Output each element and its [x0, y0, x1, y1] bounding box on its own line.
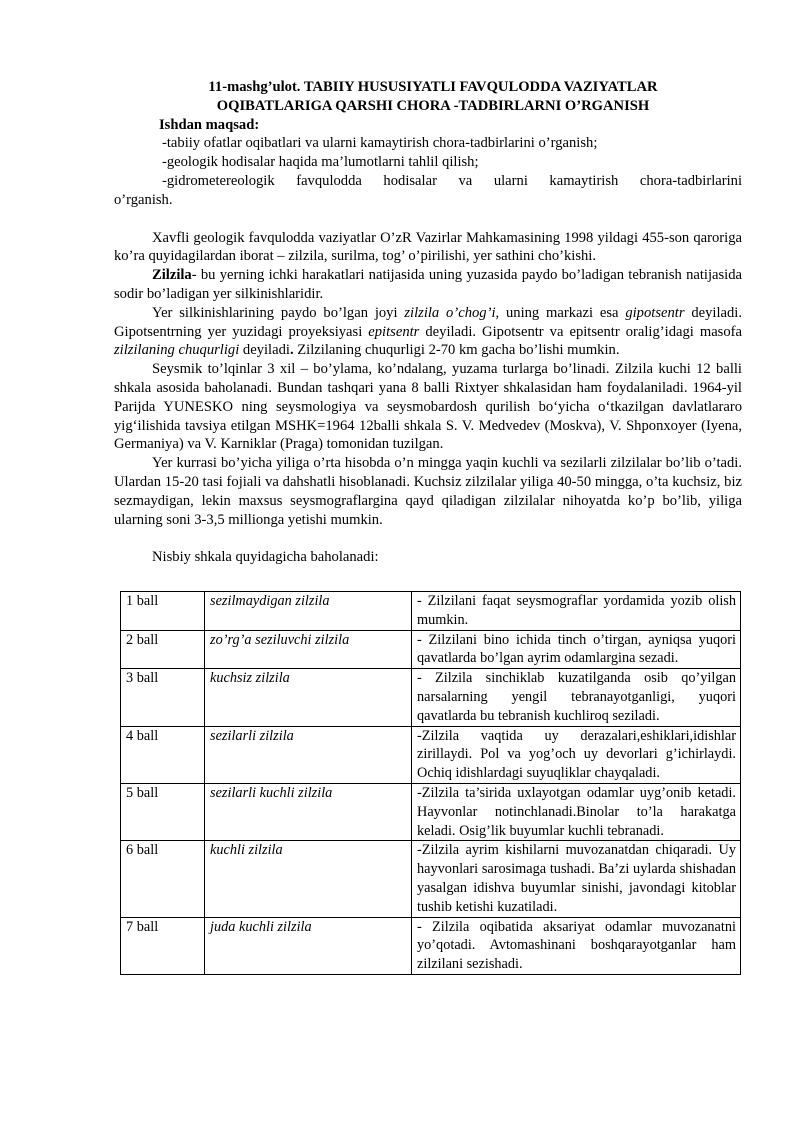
name-cell: kuchsiz zilzila: [205, 669, 412, 726]
term-epitsentr: epitsentr: [368, 323, 420, 340]
name-cell: sezilarli kuchli zilzila: [205, 783, 412, 840]
zilzila-definition-text: - bu yerning ichki harakatlari natijasida uning yuzasida paydo bo’ladigan tebranish natijasida sodir bo’ladigan yer silkinishlaridir.: [114, 267, 742, 302]
ball-cell: 3 ball: [121, 669, 205, 726]
text-run: deyiladi. Gipotsentr va epitsentr oralig’idagi masofa: [419, 323, 742, 340]
title-line-1: 11-mashg’ulot. TABIIY HUSUSIYATLI FAVQULODDA VAZIYATLAR: [208, 79, 658, 95]
ball-cell: 4 ball: [121, 726, 205, 783]
ball-cell: 2 ball: [121, 630, 205, 669]
term-zilzila-ochogi: zilzila o’chog’i: [404, 304, 496, 321]
table-caption: Nisbiy shkala quyidagicha baholanadi:: [152, 549, 379, 566]
description-cell: - Zilzilani faqat seysmograflar yordamida yozib olish mumkin.: [412, 592, 741, 631]
text-run: deyiladi. Gipotsentrning yer yuzidagi proyeksiyasi: [114, 304, 742, 340]
name-cell: zo’rg’a seziluvchi zilzila: [205, 630, 412, 669]
description-cell: -Zilzila vaqtida uy derazalari,eshiklari,idishlar zirillaydi. Pol va yog’och uy devorlari g’ichirlaydi. Ochiq idishlardagi suyuqliklar chayqaladi.: [412, 726, 741, 783]
title-line-2: OQIBATLARIGA QARSHI CHORA -TADBIRLARNI O’RGANISH: [216, 97, 650, 114]
ball-cell: 7 ball: [121, 917, 205, 974]
table-row: [121, 783, 741, 840]
goal-item: -gidrometereologik favqulodda hodisalar va ularni kamaytirish chora-tadbirlarini: [162, 172, 742, 189]
table-row: [121, 917, 741, 974]
description-cell: -Zilzila ayrim kishilarni muvozanatdan chiqaradi. Uy hayvonlari sarosimaga tushadi. Ba’zi uylarda shishadan yasalgan idishva buyumlar sinishi, javondagi kitoblar tushib ketishi kuzatiladi.: [412, 841, 741, 917]
name-cell: kuchli zilzila: [205, 841, 412, 917]
goal-item-continuation: o’rganish.: [114, 191, 173, 208]
description-cell: - Zilzilani bino ichida tinch o’tirgan, ayniqsa yuqori qavatlarda bo’lgan ayrim odamlargina sezadi.: [412, 630, 741, 669]
name-cell: sezilmaydigan zilzila: [205, 592, 412, 631]
paragraph-zilzila-definition: [114, 266, 742, 304]
paragraph-hypocenter: [114, 304, 742, 360]
table-row: [121, 841, 741, 917]
document-page: [114, 78, 742, 567]
paragraph-seismic-waves: Seysmik to’lqinlar 3 xil – bo’ylama, ko’ndalang, yuzama turlarga bo’linadi. Zilzila kuchi 12 balli shkala asosida baholanadi. Bundan tashqari yana 8 balli Rixtyer shkalasidan ham foydalaniladi. 1964-yil Parijda YUNESKO ning seysmologiya va seysmobardosh qurilish bo‘yicha o‘tkazilgan davlatlararo yig‘ilishida tavsiya etilgan MSHK=1964 12balli shkala S. V. Medvedev (Moskva), V. Shponxoyer (Iyena, Germaniya) va V. Karniklar (Praga) tomonidan tuzilgan.: [114, 361, 742, 453]
table-row: [121, 630, 741, 669]
text-run: , uning markazi esa: [495, 304, 626, 321]
intensity-scale-body: [121, 592, 741, 975]
description-cell: - Zilzila sinchiklab kuzatilganda osib qo’yilgan narsalarning yengil tebranayotganligi, yuqori qavatlarda bu tebranish kuchliroq seziladi.: [412, 669, 741, 726]
name-cell: juda kuchli zilzila: [205, 917, 412, 974]
text-run: Zilzilaning chuqurligi 2-70 km gacha bo’lishi mumkin.: [293, 342, 620, 359]
paragraph-geological-hazards: Xavfli geologik favqulodda vaziyatlar O’zR Vazirlar Mahkamasining 1998 yildagi 455-son qaroriga ko’ra quyidagilardan iborat – zilzila, surilma, tog’ o’pirilishi, yer sathini cho’kishi.: [114, 229, 742, 265]
paragraph-earthquake-frequency: Yer kurrasi bo’yicha yiliga o’rta hisobda o’n mingga yaqin kuchli va sezilarli zilzilalar bo’lib o’tadi. Ulardan 15-20 tasi fojiali va dahshatli hisoblanadi. Kuchsiz zilzilalar yiliga 40-50 mingga, o’ta kuchsiz, biz sezmaydigan, lekin maxsus seysmograflargina qayd qiladigan zilzilalar nihoyatda ko’p bo’lib, yiliga ularning soni 3-3,5 millionga yetishi mumkin.: [114, 455, 742, 528]
term-zilzilaning-chuqurligi: zilzilaning chuqurligi: [114, 342, 240, 359]
table-row: [121, 726, 741, 783]
text-run: Yer silkinishlarining paydo bo’lgan joyi: [152, 304, 405, 321]
ball-cell: 6 ball: [121, 841, 205, 917]
description-cell: - Zilzila oqibatida aksariyat odamlar muvozanatni yo’qotadi. Avtomashinani boshqarayotganlar ham zilzilani sezishadi.: [412, 917, 741, 974]
goal-item: -geologik hodisalar haqida ma’lumotlarni tahlil qilish;: [162, 154, 479, 171]
ball-cell: 5 ball: [121, 783, 205, 840]
page-title: [124, 78, 742, 116]
intensity-scale-table: [120, 591, 741, 975]
description-cell: -Zilzila ta’sirida uxlayotgan odamlar uyg’onib ketadi. Hayvonlar notinchlanadi.Binolar to’la harakatga keladi. Osig’lik buyumlar kuchli tebranadi.: [412, 783, 741, 840]
text-run-bold: .: [289, 342, 294, 359]
term-zilzila: Zilzila: [152, 267, 192, 284]
goal-heading: Ishdan maqsad:: [159, 116, 260, 133]
name-cell: sezilarli zilzila: [205, 726, 412, 783]
term-gipotsentr: gipotsentr: [625, 304, 685, 321]
table-row: [121, 669, 741, 726]
ball-cell: 1 ball: [121, 592, 205, 631]
table-row: [121, 592, 741, 631]
goal-item: -tabiiy ofatlar oqibatlari va ularni kamaytirish chora-tadbirlarini o’rganish;: [162, 135, 598, 152]
text-run: deyiladi: [239, 342, 290, 359]
